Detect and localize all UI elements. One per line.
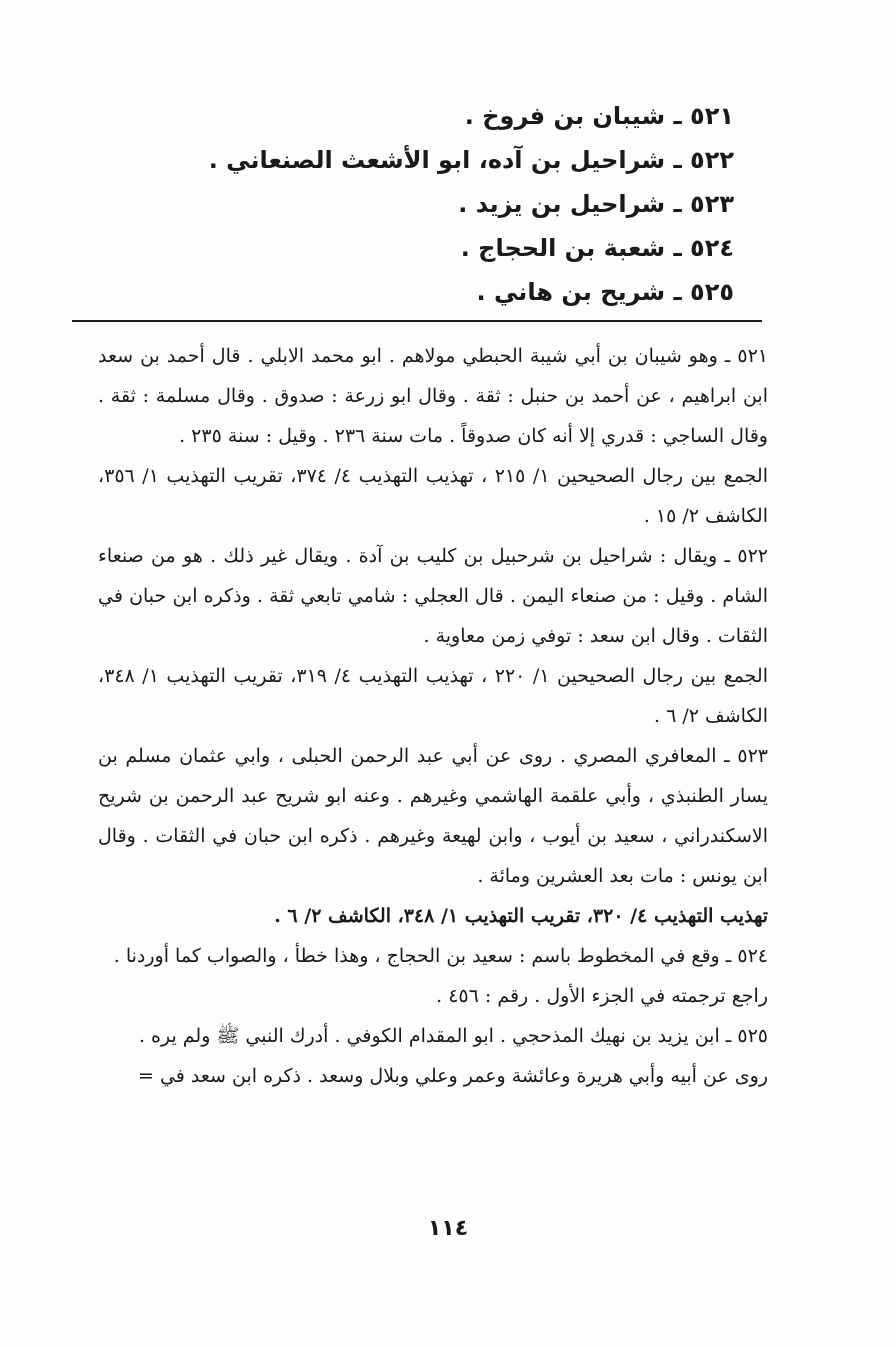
entry-heading-list xyxy=(174,94,734,314)
footnote-paragraph: ٥٢٥ ـ ابن يزيد بن نهيك المذحجي . ابو المقدام الكوفي . أدرك النبي ﷺ ولم يره . xyxy=(138,1025,768,1047)
page-number: ١١٤ xyxy=(427,1216,469,1241)
entry-heading: ٥٢٥ ـ شريح بن هاني . xyxy=(476,278,734,306)
footnote-paragraph: ٥٢٤ ـ وقع في المخطوط باسم : سعيد بن الحجاج ، وهذا خطأ ، والصواب كما أوردنا . xyxy=(113,945,768,967)
entry-heading: ٥٢١ ـ شيبان بن فروخ . xyxy=(464,102,734,130)
footnote-paragraph: ٥٢٣ ـ المعافري المصري . روى عن أبي عبد الرحمن الحبلى ، وابي عثمان مسلم بن يسار الطنبذي ، وأبي علقمة الهاشمي وغيرهم . وعنه ابو شريح عبد الرحمن بن شريح الاسكندراني ، سعيد بن أيوب ، وابن لهيعة وغيرهم . ذكره ابن حبان في الثقات . وقال ابن يونس : مات بعد العشرين ومائة . xyxy=(98,745,768,887)
entry-heading: ٥٢٣ ـ شراحيل بن يزيد . xyxy=(458,190,734,218)
footnote-reference: الجمع بين رجال الصحيحين ١/ ٢٢٠ ، تهذيب التهذيب ٤/ ٣١٩، تقريب التهذيب ١/ ٣٤٨، الكاشف ٢/ ٦ . xyxy=(98,665,769,727)
footnote-reference: تهذيب التهذيب ٤/ ٣٢٠، تقريب التهذيب ١/ ٣٤٨، الكاشف ٢/ ٦ . xyxy=(274,905,768,927)
footnote-divider xyxy=(72,320,762,322)
entry-heading: ٥٢٢ ـ شراحيل بن آده، ابو الأشعث الصنعاني . xyxy=(208,146,734,174)
footnote-continuation: روى عن أبيه وأبي هريرة وعائشة وعمر وعلي وبلال وسعد . ذكره ابن سعد في = xyxy=(137,1065,768,1087)
footnote-paragraph: ٥٢١ ـ وهو شيبان بن أبي شيبة الحبطي مولاهم . ابو محمد الابلي . قال أحمد بن سعد ابن ابراهيم ، عن أحمد بن حنبل : ثقة . وقال ابو زرعة : صدوق . وقال مسلمة : ثقة . وقال الساجي : قدري إلا أنه كان صدوقاً . مات سنة ٢٣٦ . وقيل : سنة ٢٣٥ . xyxy=(98,345,768,447)
entry-heading: ٥٢٤ ـ شعبة بن الحجاج . xyxy=(460,234,734,262)
footnote-reference: راجع ترجمته في الجزء الأول . رقم : ٤٥٦ . xyxy=(436,985,768,1007)
footnote-paragraph: ٥٢٢ ـ ويقال : شراحيل بن شرحبيل بن كليب بن آدة . ويقال غير ذلك . هو من صنعاء الشام . وقيل : من صنعاء اليمن . قال العجلي : شامي تابعي ثقة . وذكره ابن حبان في الثقات . وقال ابن سعد : توفي زمن معاوية . xyxy=(98,545,768,647)
footnote-reference: الجمع بين رجال الصحيحين ١/ ٢١٥ ، تهذيب التهذيب ٤/ ٣٧٤، تقريب التهذيب ١/ ٣٥٦، الكاشف ٢/ ١٥ . xyxy=(98,465,769,527)
footnotes xyxy=(98,336,768,1096)
